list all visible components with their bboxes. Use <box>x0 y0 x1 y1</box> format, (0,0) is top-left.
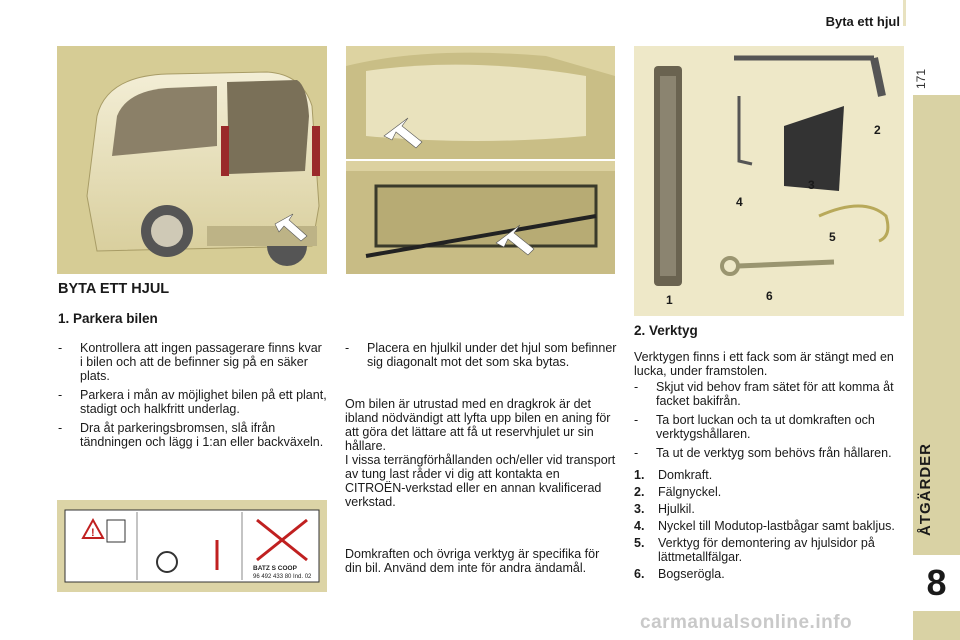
callout-2: 2 <box>874 123 881 137</box>
list-item: - Skjut vid behov fram sätet för att komma åt facket bakifrån. <box>634 380 894 408</box>
seat-compartment-illustration <box>346 161 615 274</box>
jack-warning-label <box>57 500 327 592</box>
tool-item: 2. Fälgnyckel. <box>634 485 722 499</box>
label-brand: BATZ S COOP <box>253 565 297 572</box>
callout-1: 1 <box>666 293 673 307</box>
list-item: - Placera en hjulkil under det hjul som befinner sig diagonalt mot det som ska bytas. <box>345 341 617 369</box>
list-item: - Kontrollera att ingen passagerare finns kvar i bilen och att de befinner sig på en säker plats. <box>58 341 322 383</box>
car-rear-illustration <box>57 46 327 274</box>
header-divider <box>903 0 906 26</box>
tool-item: 6. Bogserögla. <box>634 567 725 581</box>
page-number: 171 <box>914 68 928 90</box>
towbar-paragraph: Om bilen är utrustad med en dragkrok är det ibland nödvändigt att lyfta upp bilen en aning för att göra det lättare att få ut reservhjulet ur sin hållare. <box>345 397 611 453</box>
step2-list <box>634 380 904 465</box>
step2-title: 2. Verktyg <box>634 323 698 338</box>
middle-list <box>345 341 617 374</box>
tools-illustration <box>634 46 904 316</box>
callout-4: 4 <box>736 195 743 209</box>
step1-title: 1. Parkera bilen <box>58 311 158 326</box>
step1-list <box>58 341 328 454</box>
callout-3: 3 <box>808 178 815 192</box>
tools-note-paragraph: Domkraften och övriga verktyg är specifika för din bil. Använd dem inte för andra ändamål. <box>345 547 600 575</box>
list-item: - Ta bort luckan och ta ut domkraften och verktygshållaren. <box>634 413 875 441</box>
tool-item: 3. Hjulkil. <box>634 502 695 516</box>
tool-item: 4. Nyckel till Modutop-lastbågar samt bakljus. <box>634 519 895 533</box>
list-item: - Parkera i mån av möjlighet bilen på ett plant, stadigt och halkfritt underlag. <box>58 388 327 416</box>
seat-illustration-top <box>346 46 615 159</box>
terrain-paragraph: I vissa terrängförhållanden och/eller vid transport av tung last råder vi dig att kontakta en CITROËN-verkstad eller en annan kvalificerad verkstad. <box>345 453 616 509</box>
running-header: Byta ett hjul <box>825 14 900 29</box>
section-title: BYTA ETT HJUL <box>58 281 170 297</box>
chapter-number: 8 <box>913 555 960 611</box>
step2-intro: Verktygen finns i ett fack som är stängt med en lucka, under framstolen. <box>634 350 894 378</box>
list-item: - Dra åt parkeringsbromsen, slå ifrån tändningen och lägg i 1:an eller backväxeln. <box>58 421 324 449</box>
label-part-number: 96 492 433 80 Ind. 02 <box>253 574 312 580</box>
watermark: carmanualsonline.info <box>640 612 853 633</box>
callout-6: 6 <box>766 289 773 303</box>
chapter-label: ÅTGÄRDER <box>917 443 934 537</box>
svg-text:!: ! <box>91 527 95 539</box>
tool-item: 1. Domkraft. <box>634 468 713 482</box>
tools-list <box>634 468 904 584</box>
list-item: - Ta ut de verktyg som behövs från hållaren. <box>634 446 892 460</box>
callout-5: 5 <box>829 230 836 244</box>
tool-item: 5. Verktyg för demontering av hjulsidor på lättmetallfälgar. <box>634 536 875 564</box>
